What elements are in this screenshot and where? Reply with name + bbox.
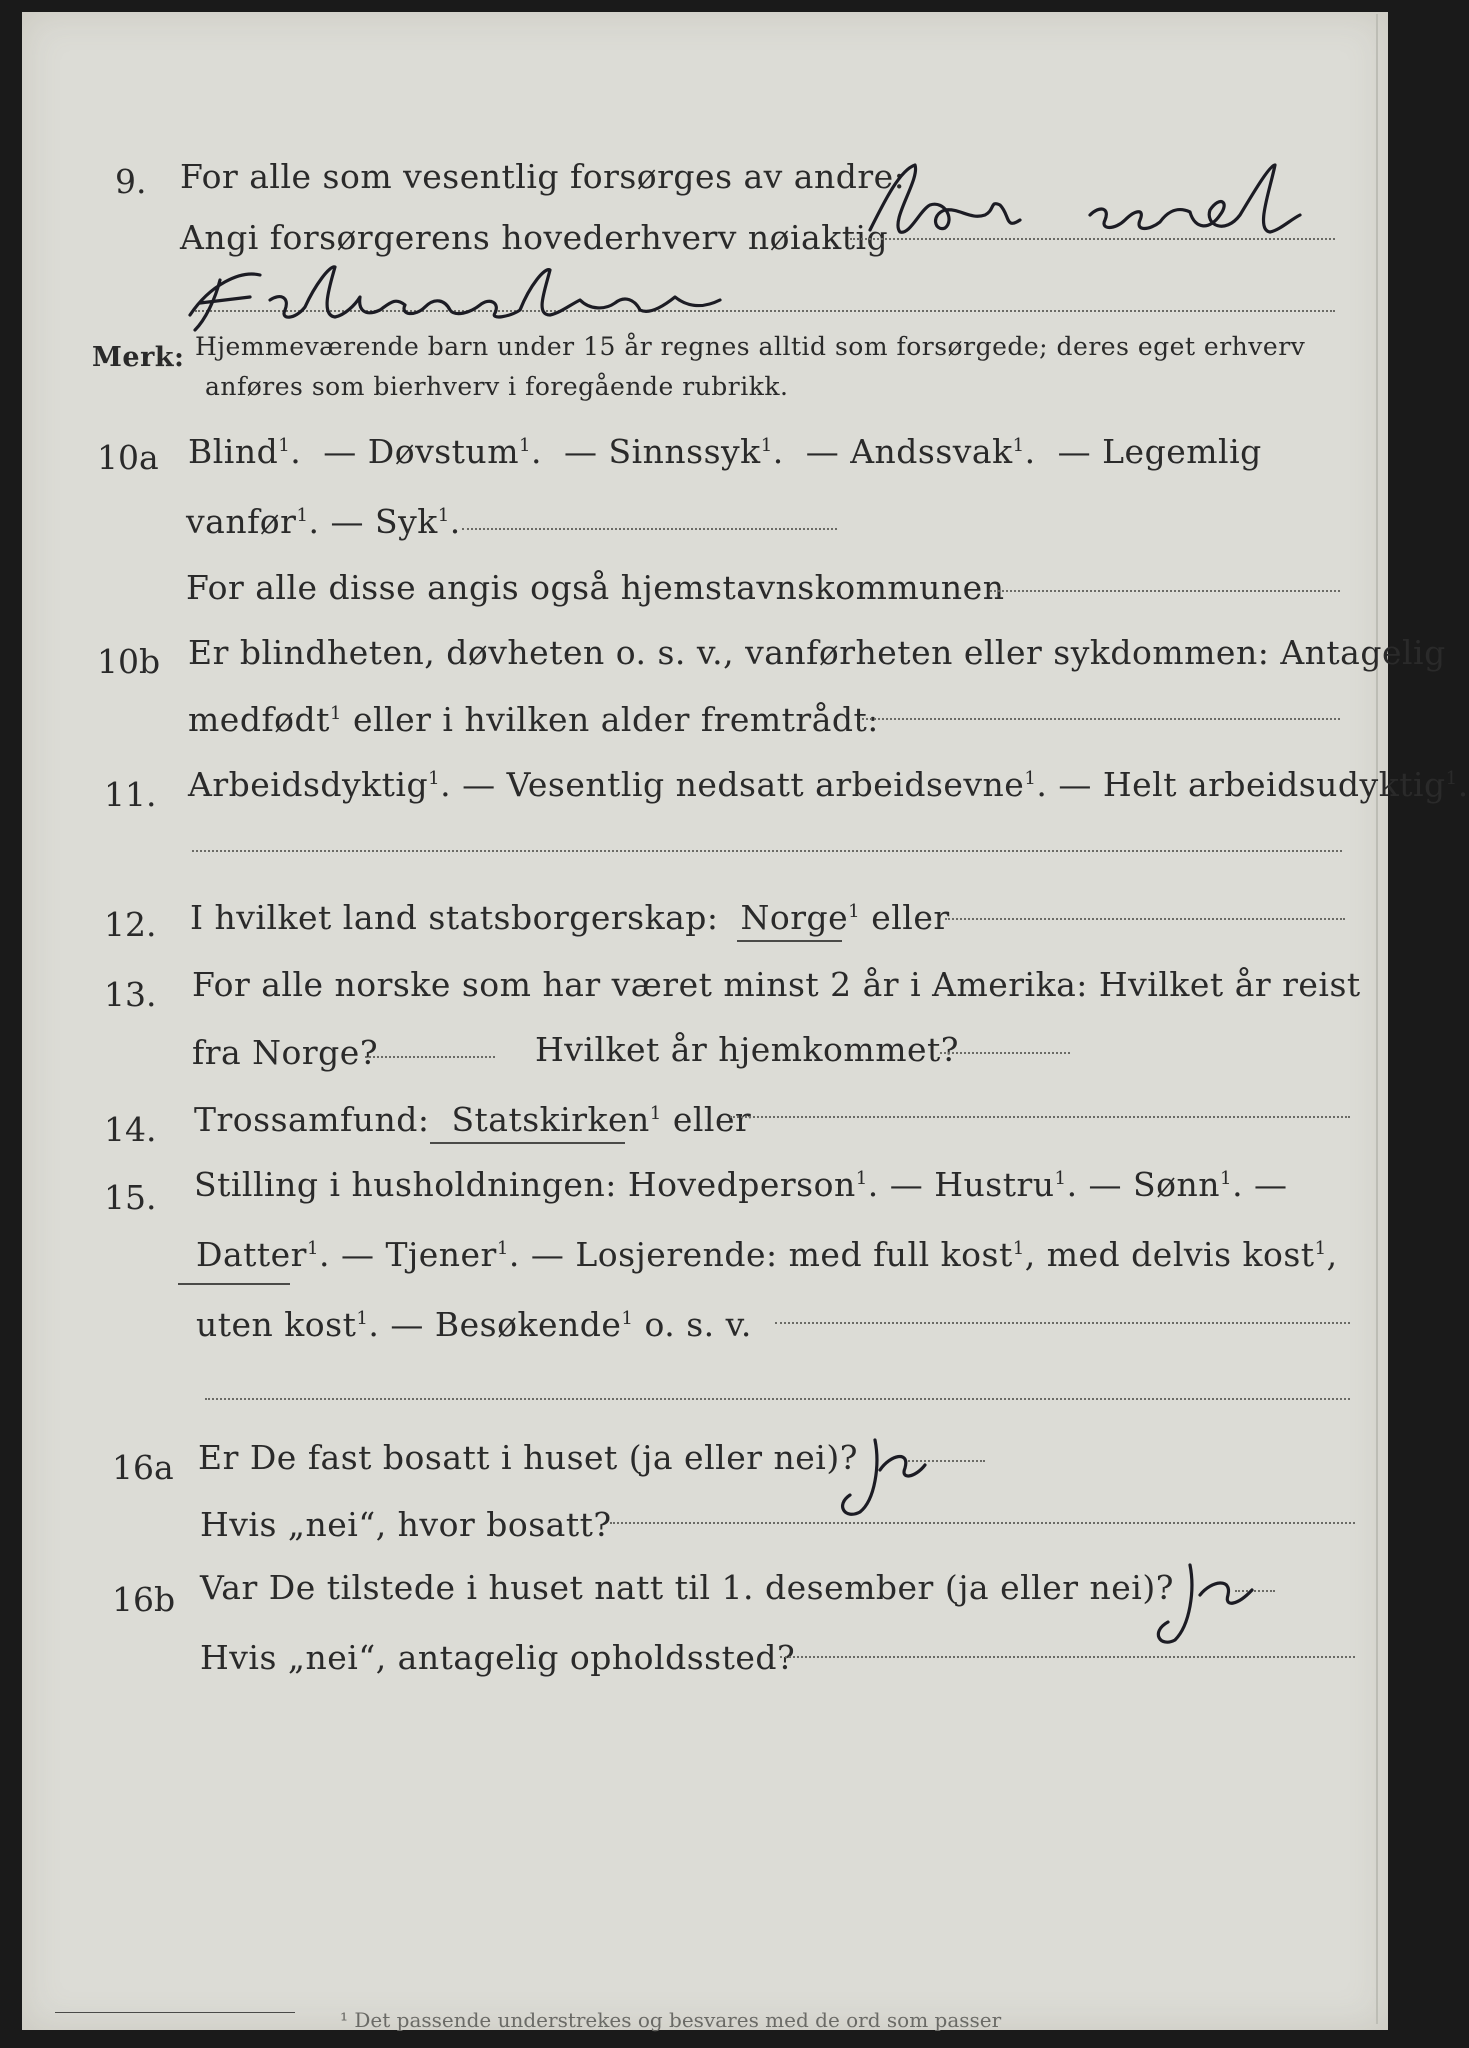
q10b-number: 10b [97, 642, 161, 681]
merk-label: Merk: [92, 342, 185, 373]
q15-line1: Stilling i husholdningen: Hovedperson$^1$. — Hustru$^1$. — Sønn$^1$. — [194, 1165, 1288, 1204]
q16a-number: 16a [112, 1448, 174, 1487]
q13-number: 13. [104, 975, 157, 1014]
q16a-bosatt-line [610, 1522, 1355, 1524]
q15-option-datter: Datter [196, 1235, 307, 1274]
q9-number: 9. [115, 162, 147, 201]
q10a-line1: Blind$^1$. — Døvstum$^1$. — Sinnssyk$^1$. — Andssvak$^1$. — Legemlig [188, 432, 1262, 471]
q9-handwritten-answer-part2 [180, 255, 740, 335]
q16a-line1: Er De fast bosatt i huset (ja eller nei)? [198, 1438, 858, 1477]
q16b-number: 16b [112, 1580, 176, 1619]
q10a-hjemstavn-line [990, 590, 1340, 592]
q16b-handwritten-ja [1140, 1550, 1270, 1650]
q13-hjemkommet-line [940, 1052, 1070, 1054]
q12-answer-line [945, 918, 1345, 920]
q10b-line2: medfødt$^1$ eller i hvilken alder fremtrådt: [188, 700, 879, 739]
q10b-line1: Er blindheten, døvheten o. s. v., vanførheten eller sykdommen: Antagelig [188, 633, 1446, 672]
q14-statskirken-underline [430, 1142, 625, 1144]
q9-line1: For alle som vesentlig forsørges av andre: [180, 157, 906, 196]
q15-answer-line [775, 1322, 1350, 1324]
page-edge-line [1376, 14, 1378, 2024]
q15-answer-line-2 [205, 1398, 1350, 1400]
q10b-answer-line [862, 718, 1340, 720]
merk-line1: Hjemmeværende barn under 15 år regnes alltid som forsørgede; deres eget erhverv [195, 332, 1306, 361]
q16b-opholdssted-line [780, 1656, 1355, 1658]
q13-line2a: fra Norge? [192, 1033, 379, 1072]
q14-option-statskirken: Statskirken [451, 1100, 650, 1139]
q9-handwritten-answer-part1 [860, 160, 1330, 250]
q14-number: 14. [104, 1110, 157, 1149]
q10a-number: 10a [97, 438, 159, 477]
q11-number: 11. [104, 775, 157, 814]
q12-option-norge: Norge [740, 898, 849, 937]
q13-line1: For alle norske som har været minst 2 år i Amerika: Hvilket år reist [192, 965, 1361, 1004]
q16b-line1: Var De tilstede i huset natt til 1. desember (ja eller nei)? [200, 1568, 1174, 1607]
q12-norge-underline [737, 940, 842, 942]
q13-reist-line [365, 1056, 495, 1058]
q10a-line3: For alle disse angis også hjemstavnskommunen [186, 568, 1005, 607]
q16a-line2: Hvis „nei“, hvor bosatt? [200, 1505, 612, 1544]
q15-line2: Datter$^1$. — Tjener$^1$. — Losjerende: med full kost$^1$, med delvis kost$^1$, [196, 1235, 1338, 1274]
footnote-rule [55, 2012, 295, 2013]
q16b-line2: Hvis „nei“, antagelig opholdssted? [200, 1638, 796, 1677]
q11-answer-line [192, 850, 1342, 852]
q14-line: Trossamfund: Statskirken$^1$ eller [194, 1100, 752, 1139]
q11-line: Arbeidsdyktig$^1$. — Vesentlig nedsatt arbeidsevne$^1$. — Helt arbeidsudyktig$^1$. [188, 765, 1469, 804]
q15-number: 15. [104, 1178, 157, 1217]
q15-line3: uten kost$^1$. — Besøkende$^1$ o. s. v. [196, 1305, 752, 1344]
q15-datter-underline [178, 1283, 290, 1285]
q12-line: I hvilket land statsborgerskap: Norge$^1$ eller [190, 898, 950, 937]
q10a-syk-line [462, 528, 837, 530]
merk-line2: anføres som bierhverv i foregående rubrikk. [205, 372, 789, 401]
q10a-line2: vanfør$^1$. — Syk$^1$. [186, 502, 461, 541]
q16a-handwritten-ja [830, 1420, 950, 1520]
footnote-text: ¹ Det passende understrekes og besvares med de ord som passer [340, 2008, 1002, 2032]
q13-line2b: Hvilket år hjemkommet? [535, 1030, 959, 1069]
q9-line2: Angi forsørgerens hovederhverv nøiaktig [180, 218, 889, 257]
q12-number: 12. [104, 905, 157, 944]
q14-answer-line [730, 1116, 1350, 1118]
